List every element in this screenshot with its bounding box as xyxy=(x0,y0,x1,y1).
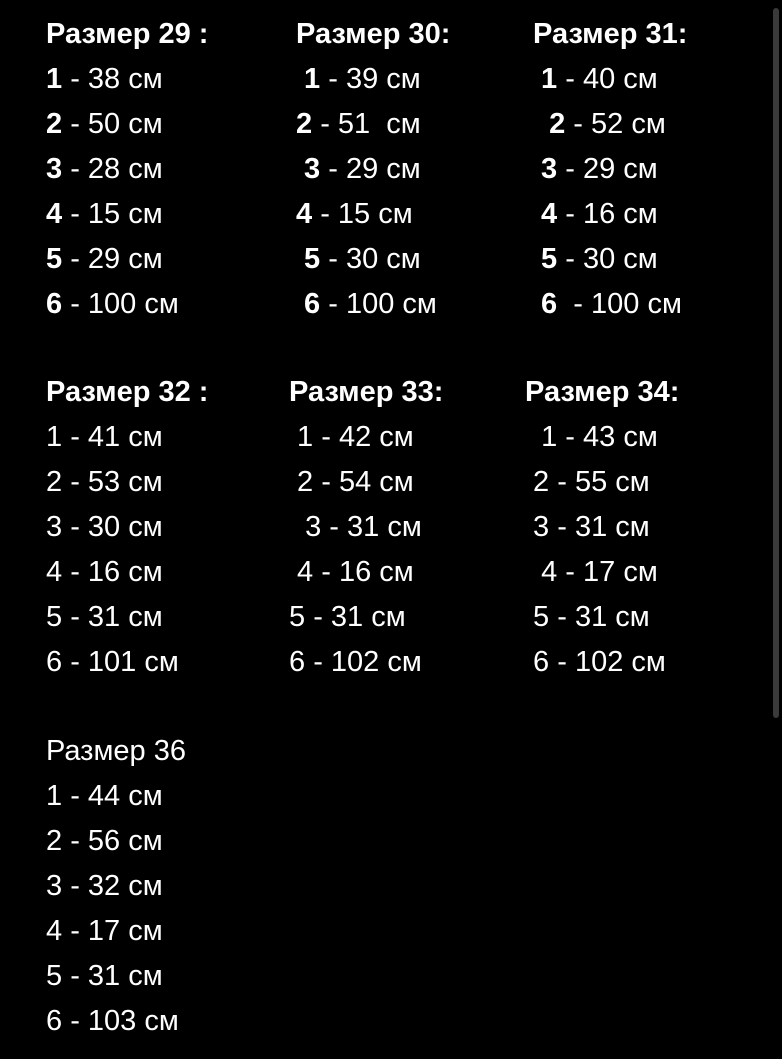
measure-number: 2 xyxy=(533,108,566,140)
measure-number: 6 xyxy=(296,288,321,320)
measure-value: - 100 см xyxy=(320,288,437,320)
measure-row xyxy=(289,550,443,595)
measure-number: 2 xyxy=(296,108,313,140)
measure-number: 6 xyxy=(46,1005,63,1037)
measure-row xyxy=(525,640,679,685)
measure-number: 5 xyxy=(46,960,63,992)
measure-value: - 53 см xyxy=(62,466,163,498)
measure-value: - 32 см xyxy=(62,870,163,902)
measure-value: - 101 см xyxy=(62,646,179,678)
measure-value: - 100 см xyxy=(557,288,682,320)
measure-value: - 102 см xyxy=(305,646,422,678)
measure-value: - 50 см xyxy=(62,108,163,140)
measure-value: - 15 см xyxy=(62,198,163,230)
measure-number: 4 xyxy=(525,556,558,588)
measure-number: 5 xyxy=(296,243,321,275)
measure-value: - 30 см xyxy=(320,243,421,275)
measure-value: - 52 см xyxy=(565,108,666,140)
size-title: Размер 33: xyxy=(289,376,444,408)
measure-row xyxy=(46,595,208,640)
measure-value: - 51 см xyxy=(312,108,421,140)
measure-value: - 55 см xyxy=(549,466,650,498)
measure-value: - 41 см xyxy=(62,421,163,453)
measure-value: - 44 см xyxy=(62,780,163,812)
measure-value: - 38 см xyxy=(62,63,163,95)
measure-value: - 103 см xyxy=(62,1005,179,1037)
measure-row xyxy=(46,999,186,1044)
measure-value: - 31 см xyxy=(305,601,406,633)
measure-number: 5 xyxy=(289,601,306,633)
measure-row xyxy=(533,57,687,102)
measure-number: 2 xyxy=(46,825,63,857)
size-block-31 xyxy=(533,12,687,327)
measure-row xyxy=(533,237,687,282)
measure-number: 4 xyxy=(46,915,63,947)
measure-row xyxy=(46,192,208,237)
measure-row xyxy=(533,192,687,237)
measure-row xyxy=(525,595,679,640)
measure-value: - 42 см xyxy=(313,421,414,453)
measure-value: - 17 см xyxy=(557,556,658,588)
size-title: Размер 30: xyxy=(296,18,451,50)
measure-row xyxy=(46,640,208,685)
size-block-29 xyxy=(46,12,208,327)
measure-row xyxy=(46,102,208,147)
measure-value: - 56 см xyxy=(62,825,163,857)
measure-value: - 29 см xyxy=(320,153,421,185)
measure-number: 3 xyxy=(46,870,63,902)
measure-value: - 30 см xyxy=(62,511,163,543)
measure-row xyxy=(289,595,443,640)
measure-row xyxy=(525,550,679,595)
measure-row xyxy=(296,147,450,192)
measure-number: 4 xyxy=(296,198,313,230)
measure-value: - 31 см xyxy=(321,511,422,543)
measure-value: - 28 см xyxy=(62,153,163,185)
measure-row xyxy=(525,460,679,505)
measure-value: - 16 см xyxy=(62,556,163,588)
measure-number: 6 xyxy=(533,288,558,320)
measure-number: 5 xyxy=(525,601,550,633)
measure-row xyxy=(533,282,687,327)
measure-number: 3 xyxy=(46,153,63,185)
measure-row xyxy=(296,102,450,147)
measure-row xyxy=(525,505,679,550)
measure-number: 4 xyxy=(533,198,558,230)
measure-row xyxy=(46,282,208,327)
measure-value: - 29 см xyxy=(557,153,658,185)
measure-number: 1 xyxy=(46,421,63,453)
measure-row xyxy=(533,102,687,147)
measure-number: 2 xyxy=(46,466,63,498)
size-block-33 xyxy=(289,370,443,685)
measure-value: - 43 см xyxy=(557,421,658,453)
measure-row xyxy=(289,505,443,550)
measure-number: 3 xyxy=(525,511,550,543)
measure-row xyxy=(46,460,208,505)
measure-row xyxy=(296,282,450,327)
measure-number: 3 xyxy=(289,511,322,543)
measure-number: 5 xyxy=(46,601,63,633)
measure-row xyxy=(46,864,186,909)
measure-row xyxy=(46,505,208,550)
measure-row xyxy=(46,57,208,102)
size-title: Размер 31: xyxy=(533,18,688,50)
measure-row xyxy=(46,954,186,999)
measure-number: 3 xyxy=(533,153,558,185)
measure-value: - 54 см xyxy=(313,466,414,498)
measure-row xyxy=(296,57,450,102)
measure-value: - 17 см xyxy=(62,915,163,947)
measure-value: - 100 см xyxy=(62,288,179,320)
measure-row xyxy=(46,550,208,595)
measure-row xyxy=(289,415,443,460)
size-block-36 xyxy=(46,729,186,1044)
measure-row xyxy=(46,774,186,819)
measure-row xyxy=(46,909,186,954)
measure-value: - 102 см xyxy=(549,646,666,678)
measure-value: - 16 см xyxy=(557,198,658,230)
measure-value: - 16 см xyxy=(313,556,414,588)
measure-number: 6 xyxy=(289,646,306,678)
measure-row xyxy=(533,147,687,192)
size-title: Размер 34: xyxy=(525,376,680,408)
measure-row xyxy=(46,147,208,192)
measure-number: 1 xyxy=(46,780,63,812)
measure-number: 1 xyxy=(296,63,321,95)
measure-number: 5 xyxy=(533,243,558,275)
measure-number: 1 xyxy=(46,63,63,95)
measure-number: 2 xyxy=(46,108,63,140)
scrollbar[interactable] xyxy=(773,8,779,718)
measure-number: 4 xyxy=(46,556,63,588)
measure-number: 4 xyxy=(289,556,314,588)
measure-number: 1 xyxy=(525,421,558,453)
measure-row xyxy=(46,415,208,460)
measure-number: 5 xyxy=(46,243,63,275)
measure-row xyxy=(46,237,208,282)
measure-number: 3 xyxy=(46,511,63,543)
measure-number: 6 xyxy=(46,646,63,678)
measure-number: 3 xyxy=(296,153,321,185)
size-block-32 xyxy=(46,370,208,685)
measure-number: 2 xyxy=(289,466,314,498)
measure-value: - 31 см xyxy=(549,601,650,633)
measure-row xyxy=(46,819,186,864)
measure-value: - 31 см xyxy=(549,511,650,543)
measure-value: - 30 см xyxy=(557,243,658,275)
measure-value: - 31 см xyxy=(62,601,163,633)
measure-row xyxy=(296,192,450,237)
measure-value: - 40 см xyxy=(557,63,658,95)
measure-value: - 39 см xyxy=(320,63,421,95)
size-block-30 xyxy=(296,12,450,327)
measure-value: - 31 см xyxy=(62,960,163,992)
size-title: Размер 29 : xyxy=(46,18,209,50)
size-title: Размер 32 : xyxy=(46,376,209,408)
measure-row xyxy=(289,640,443,685)
measure-row xyxy=(296,237,450,282)
measure-value: - 29 см xyxy=(62,243,163,275)
measure-row xyxy=(525,415,679,460)
measure-number: 2 xyxy=(525,466,550,498)
measure-number: 1 xyxy=(533,63,558,95)
measure-row xyxy=(289,460,443,505)
measure-number: 6 xyxy=(525,646,550,678)
size-block-34 xyxy=(525,370,679,685)
size-title: Размер 36 xyxy=(46,735,186,767)
measure-number: 4 xyxy=(46,198,63,230)
measure-number: 1 xyxy=(289,421,314,453)
measure-value: - 15 см xyxy=(312,198,413,230)
measure-number: 6 xyxy=(46,288,63,320)
